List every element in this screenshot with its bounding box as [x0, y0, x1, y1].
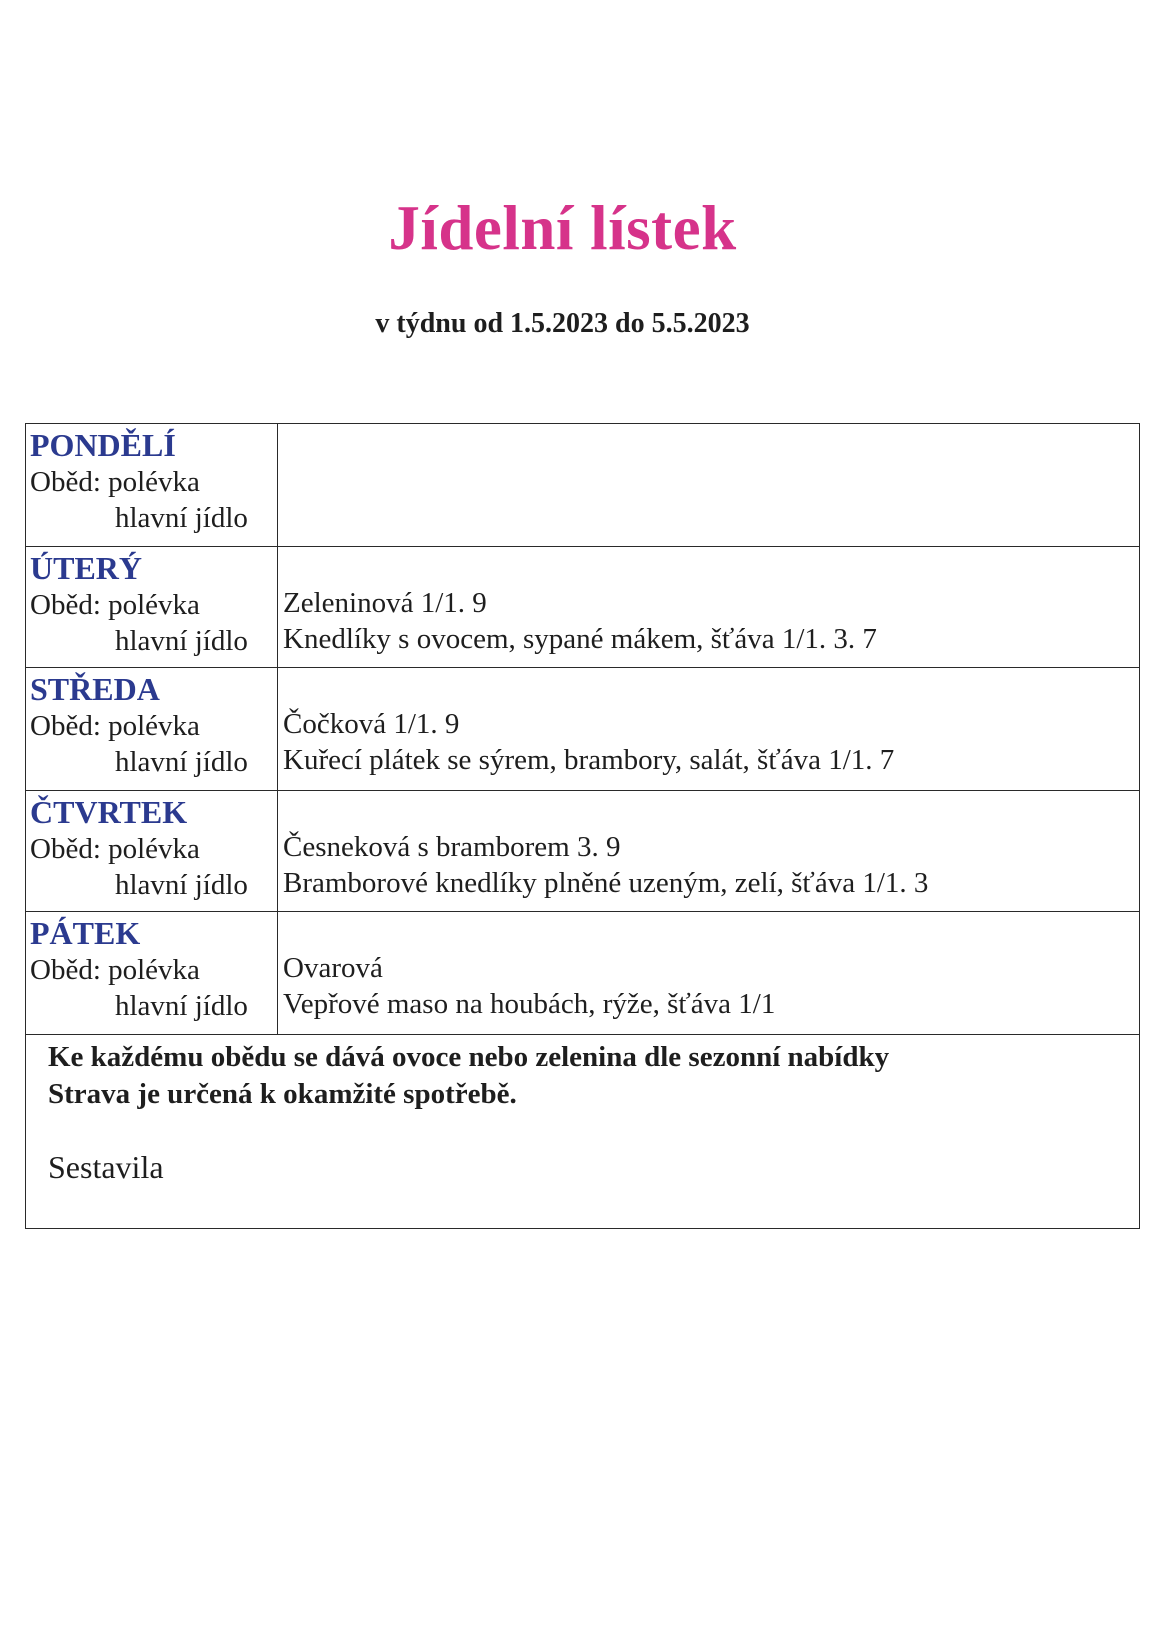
soup-dish: Ovarová	[283, 952, 383, 984]
soup-dish: Čočková 1/1. 9	[283, 708, 460, 740]
dishes-cell	[278, 668, 1139, 790]
soup-label-text: polévka	[108, 954, 200, 986]
lunch-label: Oběd:	[30, 589, 101, 621]
dishes-cell	[278, 912, 1139, 1034]
day-row-tuesday	[26, 547, 1139, 668]
footer-cell	[26, 1035, 1139, 1228]
day-label-cell	[26, 912, 278, 1034]
day-row-friday	[26, 912, 1139, 1035]
soup-label	[30, 464, 277, 500]
day-label-cell	[26, 668, 278, 790]
dishes-cell	[278, 424, 1139, 546]
day-row-monday	[26, 424, 1139, 547]
soup-label	[30, 708, 277, 744]
main-dish: Knedlíky s ovocem, sypané mákem, šťáva 1/1. 3. 7	[283, 623, 877, 655]
lunch-label: Oběd:	[30, 466, 101, 498]
soup-label-text: polévka	[108, 466, 200, 498]
day-name: ČTVRTEK	[30, 794, 188, 830]
main-dish: Kuřecí plátek se sýrem, brambory, salát, šťáva 1/1. 7	[283, 744, 895, 776]
menu-table	[25, 423, 1140, 1229]
main-dish: Vepřové maso na houbách, rýže, šťáva 1/1	[283, 988, 776, 1020]
page-title: Jídelní lístek	[388, 193, 737, 263]
lunch-label: Oběd:	[30, 710, 101, 742]
week-range: v týdnu od 1.5.2023 do 5.5.2023	[375, 308, 750, 339]
day-name: PÁTEK	[30, 915, 141, 951]
main-label: hlavní jídlo	[115, 746, 248, 778]
day-name: STŘEDA	[30, 671, 160, 707]
soup-label-text: polévka	[108, 833, 200, 865]
soup-label-text: polévka	[108, 710, 200, 742]
main-label: hlavní jídlo	[115, 990, 248, 1022]
soup-dish	[283, 462, 1139, 498]
dishes-cell	[278, 547, 1139, 667]
soup-dish: Zeleninová 1/1. 9	[283, 587, 487, 619]
fruit-note: Ke každému obědu se dává ovoce nebo zelenina dle sezonní nabídky	[48, 1041, 890, 1073]
main-dish	[283, 498, 1139, 534]
day-label-cell	[26, 791, 278, 911]
lunch-label: Oběd:	[30, 954, 101, 986]
main-label: hlavní jídlo	[115, 625, 248, 657]
soup-dish: Česneková s bramborem 3. 9	[283, 831, 621, 863]
consumption-note: Strava je určená k okamžité spotřebě.	[48, 1078, 517, 1110]
main-dish: Bramborové knedlíky plněné uzeným, zelí, šťáva 1/1. 3	[283, 867, 929, 899]
soup-label	[30, 587, 277, 623]
day-label-cell	[26, 424, 278, 546]
soup-label	[30, 831, 277, 867]
day-row-thursday	[26, 791, 1139, 912]
main-label: hlavní jídlo	[115, 869, 248, 901]
day-name: PONDĚLÍ	[30, 427, 176, 463]
soup-label-text: polévka	[108, 589, 200, 621]
soup-label	[30, 952, 277, 988]
day-name: ÚTERÝ	[30, 550, 143, 586]
lunch-label: Oběd:	[30, 833, 101, 865]
main-label: hlavní jídlo	[115, 502, 248, 534]
dishes-cell	[278, 791, 1139, 911]
day-label-cell	[26, 547, 278, 667]
compiled-by: Sestavila	[48, 1149, 164, 1185]
day-row-wednesday	[26, 668, 1139, 791]
